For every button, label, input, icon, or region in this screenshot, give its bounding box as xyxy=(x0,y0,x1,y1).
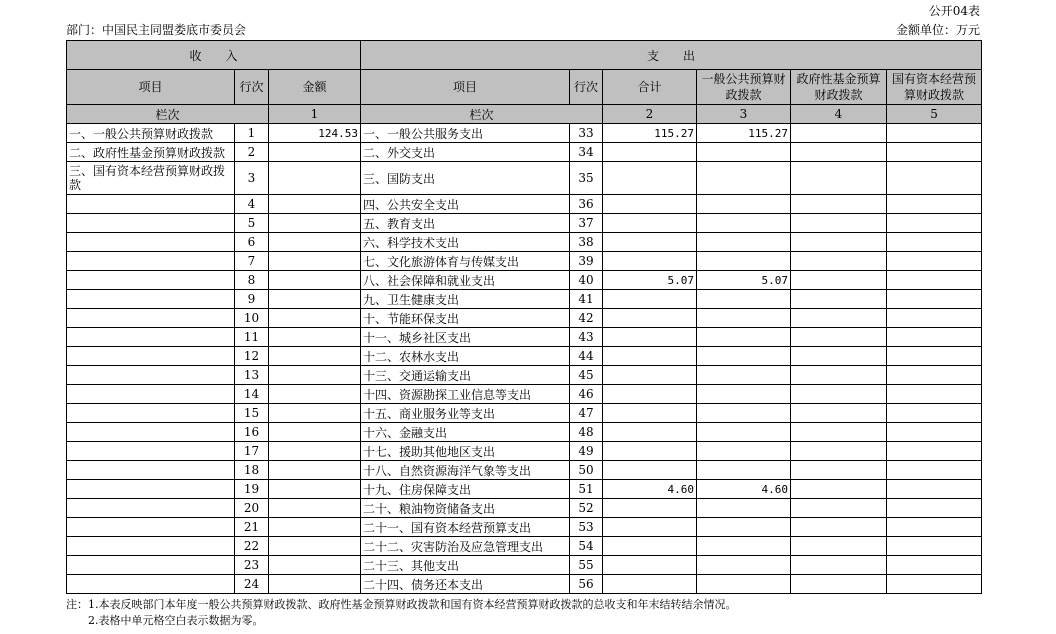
income-amount-cell xyxy=(269,233,361,252)
table-row xyxy=(67,366,982,385)
expense-item-cell: 十五、商业服务业等支出 xyxy=(361,404,570,423)
state-capital-cell xyxy=(887,366,982,385)
income-line-cell: 8 xyxy=(235,271,269,290)
gov-fund-cell xyxy=(791,442,887,461)
state-capital-cell xyxy=(887,252,982,271)
expense-line-cell: 55 xyxy=(570,556,603,575)
gov-fund-cell xyxy=(791,328,887,347)
state-capital-cell xyxy=(887,328,982,347)
income-item-cell xyxy=(67,575,235,594)
gov-fund-cell xyxy=(791,556,887,575)
income-item-cell xyxy=(67,556,235,575)
expense-line-cell: 52 xyxy=(570,499,603,518)
income-amount-cell xyxy=(269,143,361,162)
expense-item-cell: 十四、资源勘探工业信息等支出 xyxy=(361,385,570,404)
state-capital-cell xyxy=(887,309,982,328)
expense-line-cell: 50 xyxy=(570,461,603,480)
income-line-cell: 15 xyxy=(235,404,269,423)
column-number-2: 2 xyxy=(603,105,697,124)
income-line-cell: 2 xyxy=(235,143,269,162)
expense-item-cell: 六、科学技术支出 xyxy=(361,233,570,252)
total-cell xyxy=(603,143,697,162)
income-line-cell: 1 xyxy=(235,124,269,143)
expense-item-cell: 十一、城乡社区支出 xyxy=(361,328,570,347)
table-row xyxy=(67,233,982,252)
footnotes xyxy=(66,597,737,629)
income-line-cell: 10 xyxy=(235,309,269,328)
income-amount-cell xyxy=(269,404,361,423)
total-cell xyxy=(603,518,697,537)
state-capital-cell xyxy=(887,575,982,594)
expense-line-cell: 35 xyxy=(570,162,603,195)
income-item-cell xyxy=(67,480,235,499)
general-budget-cell xyxy=(697,556,791,575)
table-row xyxy=(67,195,982,214)
income-amount-cell xyxy=(269,347,361,366)
income-amount-header: 金额 xyxy=(269,70,361,105)
expense-item-cell: 十八、自然资源海洋气象等支出 xyxy=(361,461,570,480)
expense-item-cell: 二十二、灾害防治及应急管理支出 xyxy=(361,537,570,556)
expense-line-cell: 42 xyxy=(570,309,603,328)
general-budget-cell xyxy=(697,328,791,347)
general-budget-cell xyxy=(697,195,791,214)
state-capital-cell xyxy=(887,214,982,233)
expense-line-cell: 46 xyxy=(570,385,603,404)
state-capital-cell xyxy=(887,499,982,518)
state-capital-cell xyxy=(887,404,982,423)
form-code: 公开04表 xyxy=(928,4,980,18)
expense-item-cell: 十二、农林水支出 xyxy=(361,347,570,366)
general-budget-header: 一般公共预算财政拨款 xyxy=(697,70,791,105)
column-number-3: 3 xyxy=(697,105,791,124)
expense-line-cell: 41 xyxy=(570,290,603,309)
expense-item-cell: 二十一、国有资本经营预算支出 xyxy=(361,518,570,537)
total-cell xyxy=(603,385,697,404)
income-amount-cell xyxy=(269,309,361,328)
income-item-cell xyxy=(67,309,235,328)
income-line-cell: 9 xyxy=(235,290,269,309)
general-budget-cell xyxy=(697,162,791,195)
gov-fund-cell xyxy=(791,404,887,423)
income-amount-cell xyxy=(269,290,361,309)
income-item-cell xyxy=(67,195,235,214)
income-item-cell xyxy=(67,537,235,556)
total-cell xyxy=(603,252,697,271)
income-amount-cell xyxy=(269,499,361,518)
expense-line-cell: 36 xyxy=(570,195,603,214)
column-label-2: 栏次 xyxy=(361,105,603,124)
expense-item-cell: 十七、援助其他地区支出 xyxy=(361,442,570,461)
total-cell xyxy=(603,309,697,328)
gov-fund-cell xyxy=(791,162,887,195)
gov-fund-cell xyxy=(791,252,887,271)
table-row xyxy=(67,162,982,195)
income-item-cell xyxy=(67,271,235,290)
gov-fund-cell xyxy=(791,385,887,404)
income-line-cell: 23 xyxy=(235,556,269,575)
total-cell xyxy=(603,423,697,442)
table-row xyxy=(67,461,982,480)
total-cell xyxy=(603,328,697,347)
gov-fund-cell xyxy=(791,195,887,214)
expense-line-cell: 47 xyxy=(570,404,603,423)
general-budget-cell xyxy=(697,499,791,518)
table-row xyxy=(67,404,982,423)
general-budget-cell xyxy=(697,461,791,480)
general-budget-cell xyxy=(697,347,791,366)
table-row xyxy=(67,214,982,233)
income-item-cell xyxy=(67,347,235,366)
gov-fund-cell xyxy=(791,366,887,385)
income-amount-cell xyxy=(269,575,361,594)
gov-fund-cell xyxy=(791,309,887,328)
expense-line-cell: 51 xyxy=(570,480,603,499)
income-item-cell xyxy=(67,385,235,404)
income-line-cell: 19 xyxy=(235,480,269,499)
expense-item-cell: 十六、金融支出 xyxy=(361,423,570,442)
gov-fund-cell xyxy=(791,518,887,537)
expense-item-cell: 二十、粮油物资储备支出 xyxy=(361,499,570,518)
gov-fund-cell xyxy=(791,347,887,366)
state-capital-cell xyxy=(887,233,982,252)
table-row xyxy=(67,328,982,347)
unit-label: 金额单位：万元 xyxy=(895,23,980,37)
income-line-cell: 24 xyxy=(235,575,269,594)
income-line-cell: 4 xyxy=(235,195,269,214)
income-line-cell: 16 xyxy=(235,423,269,442)
expense-item-cell: 十九、住房保障支出 xyxy=(361,480,570,499)
state-capital-cell xyxy=(887,480,982,499)
table-row xyxy=(67,124,982,143)
table-row xyxy=(67,480,982,499)
budget-table xyxy=(66,40,982,594)
table-row xyxy=(67,537,982,556)
income-item-cell xyxy=(67,423,235,442)
state-capital-cell xyxy=(887,461,982,480)
income-line-cell: 12 xyxy=(235,347,269,366)
gov-fund-cell xyxy=(791,290,887,309)
column-number-1: 1 xyxy=(269,105,361,124)
income-item-cell xyxy=(67,518,235,537)
income-amount-cell xyxy=(269,480,361,499)
total-cell: 4.60 xyxy=(603,480,697,499)
expense-line-cell: 53 xyxy=(570,518,603,537)
table-row xyxy=(67,518,982,537)
total-cell xyxy=(603,214,697,233)
expense-line-cell: 33 xyxy=(570,124,603,143)
general-budget-cell: 4.60 xyxy=(697,480,791,499)
state-capital-cell xyxy=(887,162,982,195)
income-amount-cell xyxy=(269,271,361,290)
income-amount-cell xyxy=(269,214,361,233)
income-line-cell: 6 xyxy=(235,233,269,252)
gov-fund-cell xyxy=(791,124,887,143)
state-capital-cell xyxy=(887,124,982,143)
general-budget-cell xyxy=(697,518,791,537)
general-budget-cell xyxy=(697,290,791,309)
state-capital-cell xyxy=(887,385,982,404)
income-line-cell: 17 xyxy=(235,442,269,461)
general-budget-cell: 115.27 xyxy=(697,124,791,143)
income-line-cell: 5 xyxy=(235,214,269,233)
table-row xyxy=(67,385,982,404)
general-budget-cell xyxy=(697,366,791,385)
state-capital-cell xyxy=(887,442,982,461)
total-cell xyxy=(603,499,697,518)
state-capital-cell xyxy=(887,423,982,442)
footnote-2: 2.表格中单元格空白表示数据为零。 xyxy=(88,614,264,627)
general-budget-cell xyxy=(697,143,791,162)
table-row xyxy=(67,252,982,271)
income-amount-cell xyxy=(269,162,361,195)
income-item-cell xyxy=(67,290,235,309)
total-cell xyxy=(603,556,697,575)
gov-fund-cell xyxy=(791,461,887,480)
expense-header: 支 出 xyxy=(361,41,982,70)
expense-line-cell: 40 xyxy=(570,271,603,290)
income-item-cell: 一、一般公共预算财政拨款 xyxy=(67,124,235,143)
income-item-cell xyxy=(67,442,235,461)
general-budget-cell xyxy=(697,233,791,252)
income-header: 收 入 xyxy=(67,41,361,70)
total-cell xyxy=(603,366,697,385)
total-cell xyxy=(603,347,697,366)
table-row xyxy=(67,423,982,442)
income-amount-cell xyxy=(269,328,361,347)
general-budget-cell xyxy=(697,214,791,233)
income-item-cell: 二、政府性基金预算财政拨款 xyxy=(67,143,235,162)
state-capital-header: 国有资本经营预算财政拨款 xyxy=(887,70,982,105)
expense-line-cell: 45 xyxy=(570,366,603,385)
gov-fund-cell xyxy=(791,480,887,499)
income-item-cell xyxy=(67,366,235,385)
income-amount-cell: 124.53 xyxy=(269,124,361,143)
expense-line-cell: 48 xyxy=(570,423,603,442)
income-amount-cell xyxy=(269,537,361,556)
expense-line-cell: 34 xyxy=(570,143,603,162)
general-budget-cell xyxy=(697,442,791,461)
column-number-5: 5 xyxy=(887,105,982,124)
total-header: 合计 xyxy=(603,70,697,105)
table-row xyxy=(67,290,982,309)
expense-item-cell: 七、文化旅游体育与传媒支出 xyxy=(361,252,570,271)
table-row xyxy=(67,556,982,575)
expense-line-cell: 54 xyxy=(570,537,603,556)
table-row xyxy=(67,271,982,290)
expense-item-cell: 二十四、债务还本支出 xyxy=(361,575,570,594)
income-item-cell xyxy=(67,214,235,233)
income-amount-cell xyxy=(269,366,361,385)
total-cell: 115.27 xyxy=(603,124,697,143)
income-line-cell: 22 xyxy=(235,537,269,556)
income-line-cell: 11 xyxy=(235,328,269,347)
total-cell xyxy=(603,162,697,195)
general-budget-cell: 5.07 xyxy=(697,271,791,290)
state-capital-cell xyxy=(887,271,982,290)
total-cell xyxy=(603,404,697,423)
expense-line-cell: 39 xyxy=(570,252,603,271)
general-budget-cell xyxy=(697,404,791,423)
expense-item-cell: 一、一般公共服务支出 xyxy=(361,124,570,143)
general-budget-cell xyxy=(697,309,791,328)
income-line-cell: 20 xyxy=(235,499,269,518)
gov-fund-cell xyxy=(791,499,887,518)
expense-item-cell: 八、社会保障和就业支出 xyxy=(361,271,570,290)
gov-fund-cell xyxy=(791,423,887,442)
expense-line-cell: 43 xyxy=(570,328,603,347)
income-line-cell: 3 xyxy=(235,162,269,195)
income-line-cell: 18 xyxy=(235,461,269,480)
expense-item-cell: 五、教育支出 xyxy=(361,214,570,233)
gov-fund-cell xyxy=(791,575,887,594)
income-item-cell xyxy=(67,233,235,252)
income-item-header: 项目 xyxy=(67,70,235,105)
general-budget-cell xyxy=(697,385,791,404)
table-row xyxy=(67,143,982,162)
income-line-cell: 14 xyxy=(235,385,269,404)
income-line-cell: 13 xyxy=(235,366,269,385)
general-budget-cell xyxy=(697,252,791,271)
gov-fund-header: 政府性基金预算财政拨款 xyxy=(791,70,887,105)
expense-line-cell: 44 xyxy=(570,347,603,366)
income-item-cell xyxy=(67,404,235,423)
total-cell xyxy=(603,233,697,252)
department-label: 部门：中国民主同盟娄底市委员会 xyxy=(66,23,247,37)
general-budget-cell xyxy=(697,575,791,594)
gov-fund-cell xyxy=(791,271,887,290)
total-cell xyxy=(603,575,697,594)
expense-line-cell: 38 xyxy=(570,233,603,252)
total-cell xyxy=(603,442,697,461)
income-amount-cell xyxy=(269,252,361,271)
income-line-header: 行次 xyxy=(235,70,269,105)
expense-item-cell: 三、国防支出 xyxy=(361,162,570,195)
state-capital-cell xyxy=(887,537,982,556)
expense-item-cell: 九、卫生健康支出 xyxy=(361,290,570,309)
expense-line-cell: 56 xyxy=(570,575,603,594)
income-item-cell: 三、国有资本经营预算财政拨款 xyxy=(67,162,235,195)
gov-fund-cell xyxy=(791,233,887,252)
income-item-cell xyxy=(67,499,235,518)
state-capital-cell xyxy=(887,347,982,366)
income-amount-cell xyxy=(269,518,361,537)
income-line-cell: 7 xyxy=(235,252,269,271)
total-cell xyxy=(603,461,697,480)
state-capital-cell xyxy=(887,143,982,162)
expense-line-header: 行次 xyxy=(570,70,603,105)
expense-item-cell: 十、节能环保支出 xyxy=(361,309,570,328)
income-amount-cell xyxy=(269,195,361,214)
gov-fund-cell xyxy=(791,537,887,556)
gov-fund-cell xyxy=(791,143,887,162)
expense-item-cell: 十三、交通运输支出 xyxy=(361,366,570,385)
expense-item-cell: 四、公共安全支出 xyxy=(361,195,570,214)
income-amount-cell xyxy=(269,385,361,404)
total-cell xyxy=(603,537,697,556)
expense-item-header: 项目 xyxy=(361,70,570,105)
income-amount-cell xyxy=(269,461,361,480)
income-amount-cell xyxy=(269,423,361,442)
income-item-cell xyxy=(67,328,235,347)
table-row xyxy=(67,499,982,518)
table-row xyxy=(67,442,982,461)
state-capital-cell xyxy=(887,556,982,575)
expense-line-cell: 37 xyxy=(570,214,603,233)
expense-item-cell: 二十三、其他支出 xyxy=(361,556,570,575)
state-capital-cell xyxy=(887,518,982,537)
state-capital-cell xyxy=(887,195,982,214)
gov-fund-cell xyxy=(791,214,887,233)
income-line-cell: 21 xyxy=(235,518,269,537)
expense-line-cell: 49 xyxy=(570,442,603,461)
general-budget-cell xyxy=(697,537,791,556)
income-item-cell xyxy=(67,461,235,480)
table-row xyxy=(67,347,982,366)
income-amount-cell xyxy=(269,556,361,575)
income-amount-cell xyxy=(269,442,361,461)
total-cell xyxy=(603,195,697,214)
table-row xyxy=(67,309,982,328)
total-cell xyxy=(603,290,697,309)
state-capital-cell xyxy=(887,290,982,309)
expense-item-cell: 二、外交支出 xyxy=(361,143,570,162)
column-number-4: 4 xyxy=(791,105,887,124)
general-budget-cell xyxy=(697,423,791,442)
table-row xyxy=(67,575,982,594)
column-label: 栏次 xyxy=(67,105,269,124)
income-item-cell xyxy=(67,252,235,271)
total-cell: 5.07 xyxy=(603,271,697,290)
footnote-1: 注：1.本表反映部门本年度一般公共预算财政拨款、政府性基金预算财政拨款和国有资本经营预算财政拨款的总收支和年末结转结余情况。 xyxy=(66,598,737,611)
